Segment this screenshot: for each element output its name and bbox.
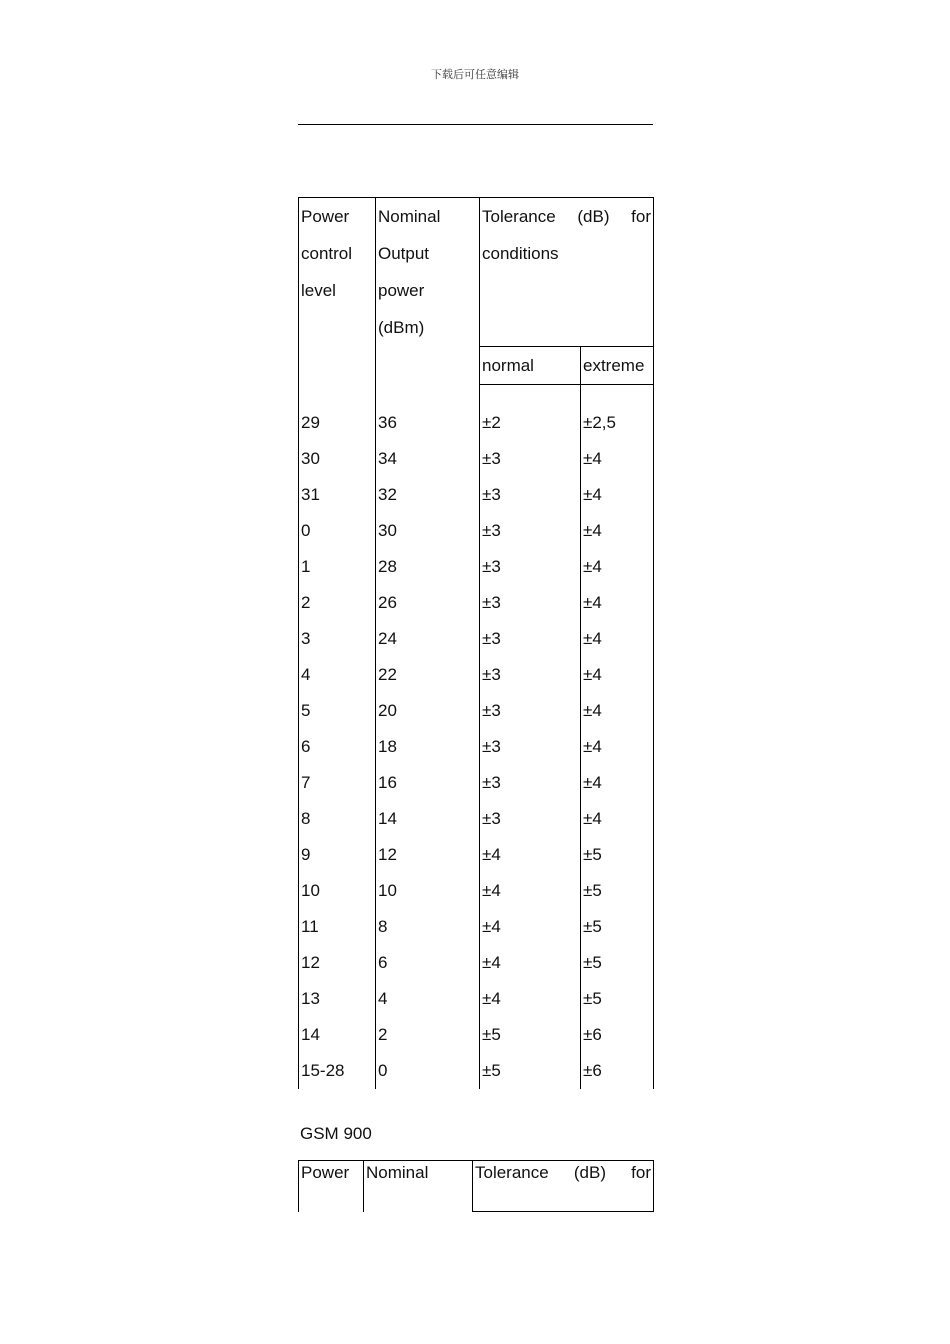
cell-nominal: 18 <box>376 729 480 765</box>
cell-level: 1 <box>299 549 376 585</box>
table-row <box>299 873 654 909</box>
cell-normal: ±3 <box>480 513 581 549</box>
cell-level: 31 <box>299 477 376 513</box>
cell-extreme: ±5 <box>581 873 654 909</box>
cell-extreme: ±4 <box>581 657 654 693</box>
cell-level: 9 <box>299 837 376 873</box>
cell-extreme: ±5 <box>581 909 654 945</box>
table-body <box>299 405 654 1089</box>
cell-extreme: ±4 <box>581 441 654 477</box>
cell-extreme: ±4 <box>581 477 654 513</box>
cell-extreme: ±6 <box>581 1017 654 1053</box>
cell-normal: ±3 <box>480 585 581 621</box>
cell-normal: ±2 <box>480 405 581 441</box>
cell-normal: ±4 <box>480 945 581 981</box>
cell-extreme: ±2,5 <box>581 405 654 441</box>
table-row <box>299 729 654 765</box>
header-tolerance: Tolerance (dB) for conditions <box>480 198 654 347</box>
table-row <box>299 657 654 693</box>
cell-nominal: 20 <box>376 693 480 729</box>
header-rule <box>298 124 653 125</box>
cell-nominal: 4 <box>376 981 480 1017</box>
cell-level: 2 <box>299 585 376 621</box>
cell-level: 14 <box>299 1017 376 1053</box>
cell-nominal: 6 <box>376 945 480 981</box>
cell-extreme: ±4 <box>581 585 654 621</box>
table-row <box>299 693 654 729</box>
cell-level: 3 <box>299 621 376 657</box>
cell-level: 12 <box>299 945 376 981</box>
table-row <box>299 765 654 801</box>
cell-nominal: 22 <box>376 657 480 693</box>
cell-normal: ±5 <box>480 1017 581 1053</box>
cell-extreme: ±4 <box>581 513 654 549</box>
table-row <box>299 441 654 477</box>
cell-normal: ±3 <box>480 549 581 585</box>
cell-normal: ±3 <box>480 693 581 729</box>
table-row <box>299 513 654 549</box>
cell-nominal: 32 <box>376 477 480 513</box>
table-row <box>299 1017 654 1053</box>
header-power: Power <box>299 1161 364 1212</box>
table-row <box>299 477 654 513</box>
table-row <box>299 981 654 1017</box>
cell-normal: ±3 <box>480 801 581 837</box>
header-tolerance-2: Tolerance (dB) for <box>473 1161 654 1212</box>
table-row <box>299 837 654 873</box>
cell-extreme: ±6 <box>581 1053 654 1089</box>
cell-level: 6 <box>299 729 376 765</box>
cell-normal: ±4 <box>480 909 581 945</box>
cell-nominal: 16 <box>376 765 480 801</box>
header-extreme: extreme <box>581 347 654 385</box>
cell-nominal: 2 <box>376 1017 480 1053</box>
cell-nominal: 0 <box>376 1053 480 1089</box>
cell-normal: ±3 <box>480 765 581 801</box>
cell-extreme: ±4 <box>581 693 654 729</box>
table-row <box>299 585 654 621</box>
cell-level: 13 <box>299 981 376 1017</box>
cell-extreme: ±4 <box>581 765 654 801</box>
table-row <box>299 801 654 837</box>
cell-extreme: ±5 <box>581 837 654 873</box>
cell-normal: ±3 <box>480 621 581 657</box>
cell-extreme: ±4 <box>581 549 654 585</box>
header-nominal-output-power: Nominal Output power (dBm) <box>376 198 480 385</box>
cell-normal: ±3 <box>480 477 581 513</box>
cell-nominal: 28 <box>376 549 480 585</box>
power-tolerance-table <box>298 197 654 1089</box>
cell-extreme: ±5 <box>581 945 654 981</box>
cell-extreme: ±5 <box>581 981 654 1017</box>
cell-normal: ±5 <box>480 1053 581 1089</box>
cell-normal: ±3 <box>480 729 581 765</box>
cell-nominal: 24 <box>376 621 480 657</box>
header-note: 下载后可任意编辑 <box>431 68 519 81</box>
cell-nominal: 12 <box>376 837 480 873</box>
cell-normal: ±4 <box>480 837 581 873</box>
table-row <box>299 945 654 981</box>
cell-normal: ±4 <box>480 981 581 1017</box>
header-normal: normal <box>480 347 581 385</box>
cell-level: 29 <box>299 405 376 441</box>
gsm-900-label: GSM 900 <box>300 1124 372 1143</box>
cell-nominal: 30 <box>376 513 480 549</box>
cell-level: 0 <box>299 513 376 549</box>
cell-normal: ±4 <box>480 873 581 909</box>
cell-nominal: 26 <box>376 585 480 621</box>
table-row <box>299 621 654 657</box>
cell-normal: ±3 <box>480 441 581 477</box>
header-power-control-level: Power control level <box>299 198 376 385</box>
table-row <box>299 1053 654 1089</box>
cell-nominal: 14 <box>376 801 480 837</box>
cell-level: 4 <box>299 657 376 693</box>
cell-nominal: 36 <box>376 405 480 441</box>
table-row <box>299 405 654 441</box>
table-row <box>299 909 654 945</box>
cell-level: 5 <box>299 693 376 729</box>
cell-nominal: 34 <box>376 441 480 477</box>
cell-level: 30 <box>299 441 376 477</box>
cell-extreme: ±4 <box>581 729 654 765</box>
cell-extreme: ±4 <box>581 621 654 657</box>
cell-level: 8 <box>299 801 376 837</box>
cell-normal: ±3 <box>480 657 581 693</box>
cell-level: 7 <box>299 765 376 801</box>
cell-level: 15-28 <box>299 1053 376 1089</box>
cell-nominal: 8 <box>376 909 480 945</box>
cell-nominal: 10 <box>376 873 480 909</box>
cell-level: 10 <box>299 873 376 909</box>
cell-extreme: ±4 <box>581 801 654 837</box>
gsm-900-table <box>298 1160 654 1212</box>
header-nominal: Nominal <box>364 1161 473 1212</box>
table-row <box>299 549 654 585</box>
cell-level: 11 <box>299 909 376 945</box>
